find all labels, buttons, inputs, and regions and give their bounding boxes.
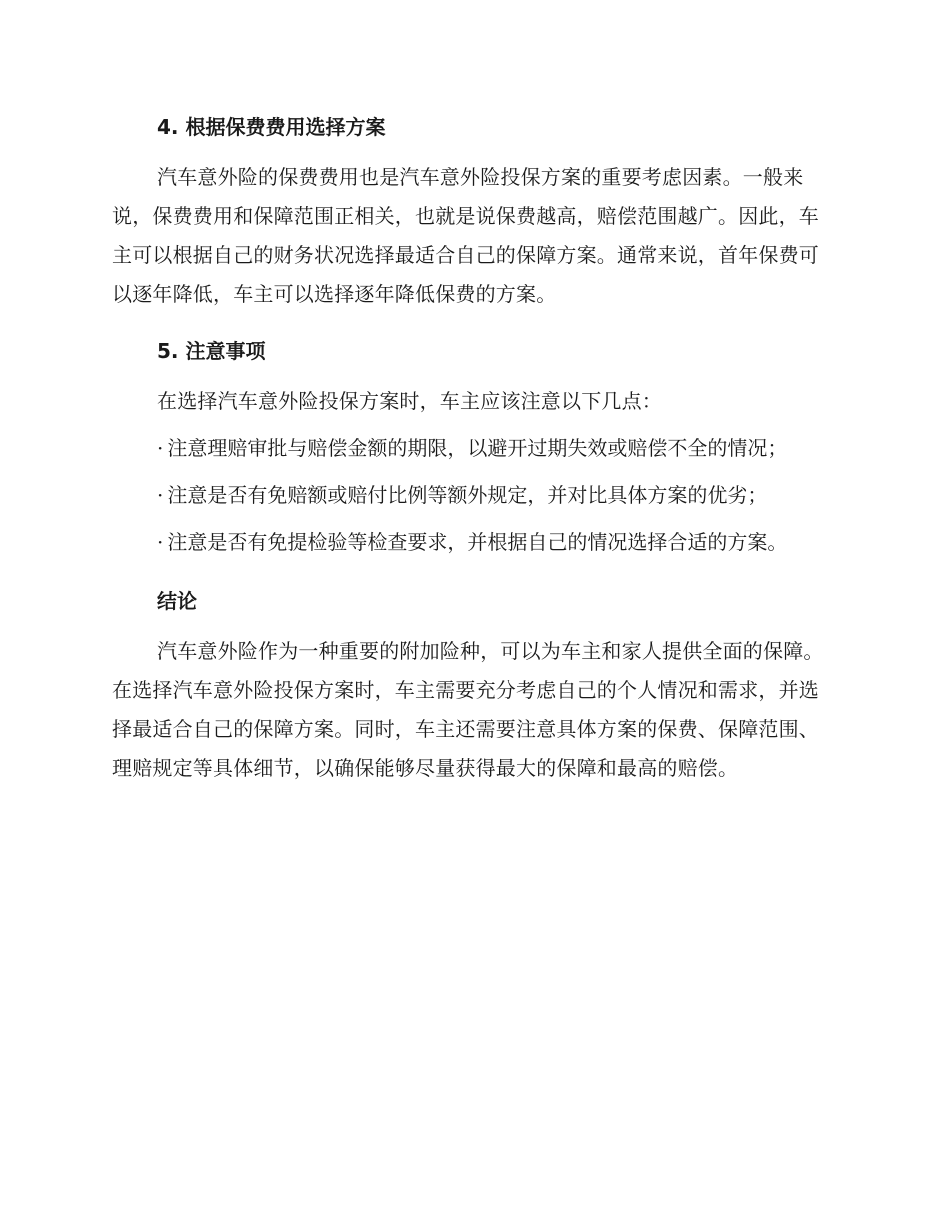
- bullet-item: [112, 523, 832, 562]
- bullet-text: 注意理赔审批与赔偿金额的期限，以避开过期失效或赔偿不全的情况；: [167, 436, 788, 460]
- conclusion-paragraph: 汽车意外险作为一种重要的附加险种，可以为车主和家人提供全面的保障。在选择汽车意外险投保方案时，车主需要充分考虑自己的个人情况和需求，并选择最适合自己的保障方案。同时，车主还需要注意具体方案的保费、保障范围、理赔规定等具体细节，以确保能够尽量获得最大的保障和最高的赔偿。: [112, 639, 824, 780]
- document-page: [112, 104, 832, 788]
- section-4-heading: 4. 根据保费费用选择方案: [157, 115, 386, 139]
- bullet-dot-icon: ·: [157, 483, 164, 507]
- bullet-item: [112, 476, 832, 515]
- section-5-intro: 在选择汽车意外险投保方案时，车主应该注意以下几点：: [157, 389, 662, 413]
- bullet-text: 注意是否有免赔额或赔付比例等额外规定，并对比具体方案的优劣；: [167, 483, 768, 507]
- bullet-dot-icon: ·: [157, 530, 164, 554]
- bullet-item: [112, 429, 832, 468]
- section-5-heading: 5. 注意事项: [157, 339, 266, 363]
- bullet-dot-icon: ·: [157, 436, 164, 460]
- bullet-text: 注意是否有免提检验等检查要求，并根据自己的情况选择合适的方案。: [167, 530, 788, 554]
- conclusion-heading: 结论: [157, 589, 197, 613]
- section-4-paragraph: 汽车意外险的保费费用也是汽车意外险投保方案的重要考虑因素。一般来说，保费费用和保障范围正相关，也就是说保费越高，赔偿范围越广。因此，车主可以根据自己的财务状况选择最适合自己的保障方案。通常来说，首年保费可以逐年降低，车主可以选择逐年降低保费的方案。: [112, 165, 819, 306]
